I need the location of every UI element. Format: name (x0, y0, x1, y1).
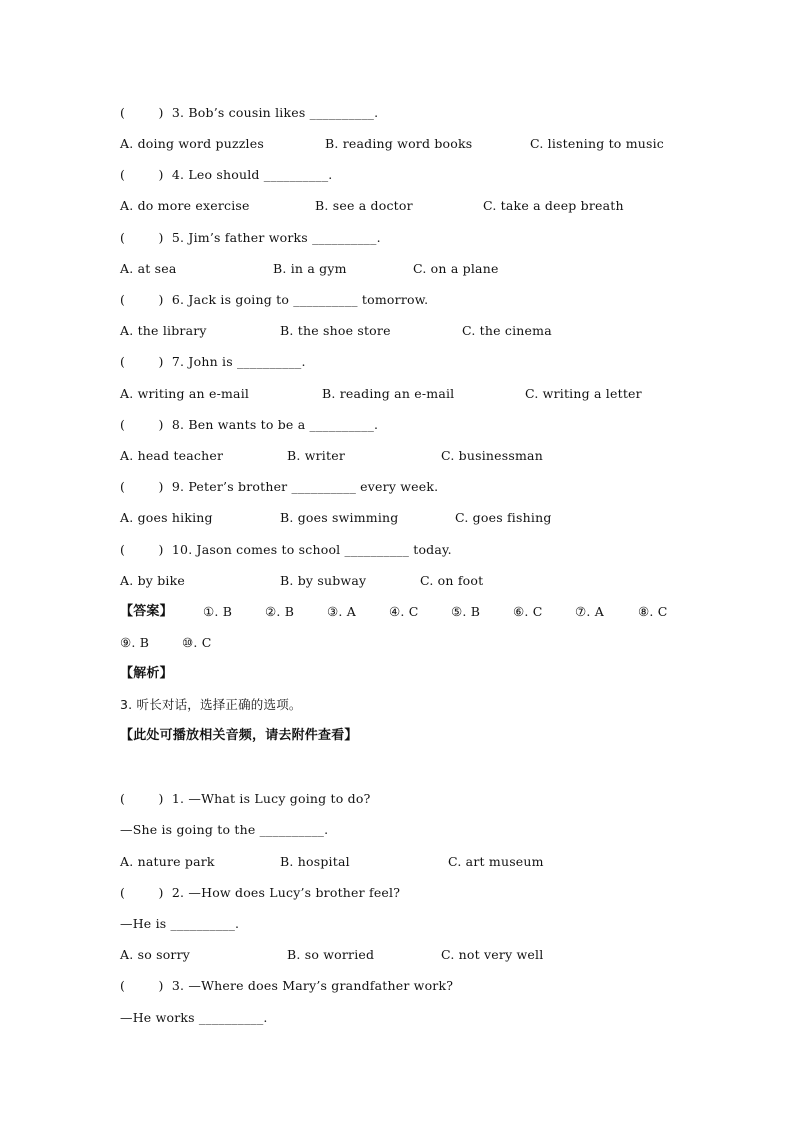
option-c: C. writing a letter (525, 386, 642, 401)
option-c: C. the cinema (462, 323, 552, 338)
option-c: C. listening to music (530, 136, 665, 151)
option-b: B. reading an e-mail (322, 386, 455, 401)
question-stem: ( ) 7. John is __________. (120, 354, 306, 369)
question-stem: ( ) 10. Jason comes to school __________ today. (120, 542, 452, 557)
question-stem: ( ) 4. Leo should __________. (120, 167, 333, 182)
question-stem: ( ) 5. Jim’s father works __________. (120, 230, 381, 245)
question-stem: ( ) 3. —Where does Mary’s grandfather work? (120, 978, 454, 993)
option-c: C. on foot (420, 573, 484, 588)
option-a: A. do more exercise (120, 198, 250, 213)
option-a: A. head teacher (120, 448, 224, 463)
answer-item: ⑧. C (638, 604, 668, 619)
option-b: B. hospital (280, 854, 350, 869)
answer-item: ⑦. A (575, 604, 604, 619)
option-b: B. by subway (280, 573, 367, 588)
option-c: C. on a plane (413, 261, 499, 276)
section-title: 3. 听长对话，选择正确的选项。 (120, 697, 302, 712)
option-b: B. writer (287, 448, 346, 463)
answer-item: ⑩. C (182, 635, 212, 650)
answer-item: ①. B (203, 604, 233, 619)
answer-label: 【答案】 (120, 604, 173, 619)
option-b: B. in a gym (273, 261, 347, 276)
option-c: C. take a deep breath (483, 198, 624, 213)
question-reply: —He is __________. (120, 916, 240, 931)
option-c: C. businessman (441, 448, 543, 463)
option-a: A. by bike (120, 573, 185, 588)
option-b: B. goes swimming (280, 510, 399, 525)
audio-note: 【此处可播放相关音频，请去附件查看】 (120, 728, 358, 743)
option-b: B. reading word books (325, 136, 473, 151)
answer-item: ⑤. B (451, 604, 481, 619)
option-b: B. see a doctor (315, 198, 413, 213)
option-a: A. goes hiking (120, 510, 213, 525)
answer-item: ⑥. C (513, 604, 543, 619)
answer-item: ⑨. B (120, 635, 150, 650)
question-stem: ( ) 2. —How does Lucy’s brother feel? (120, 885, 401, 900)
answer-item: ③. A (327, 604, 356, 619)
option-b: B. the shoe store (280, 323, 391, 338)
option-c: C. art museum (448, 854, 544, 869)
question-stem: ( ) 9. Peter’s brother __________ every week. (120, 479, 439, 494)
option-a: A. the library (120, 323, 207, 338)
option-c: C. not very well (441, 947, 544, 962)
question-reply: —She is going to the __________. (120, 822, 329, 837)
answer-item: ④. C (389, 604, 419, 619)
question-reply: —He works __________. (120, 1010, 268, 1025)
question-stem: ( ) 6. Jack is going to __________ tomorrow. (120, 292, 429, 307)
analysis-label: 【解析】 (120, 666, 173, 681)
question-stem: ( ) 1. —What is Lucy going to do? (120, 791, 371, 806)
question-stem: ( ) 8. Ben wants to be a __________. (120, 417, 379, 432)
option-a: A. nature park (120, 854, 215, 869)
option-a: A. doing word puzzles (120, 136, 264, 151)
option-a: A. so sorry (120, 947, 191, 962)
question-stem: ( ) 3. Bob’s cousin likes __________. (120, 105, 379, 120)
option-a: A. at sea (120, 261, 177, 276)
option-c: C. goes fishing (455, 510, 552, 525)
option-a: A. writing an e-mail (120, 386, 250, 401)
answer-item: ②. B (265, 604, 295, 619)
option-b: B. so worried (287, 947, 375, 962)
